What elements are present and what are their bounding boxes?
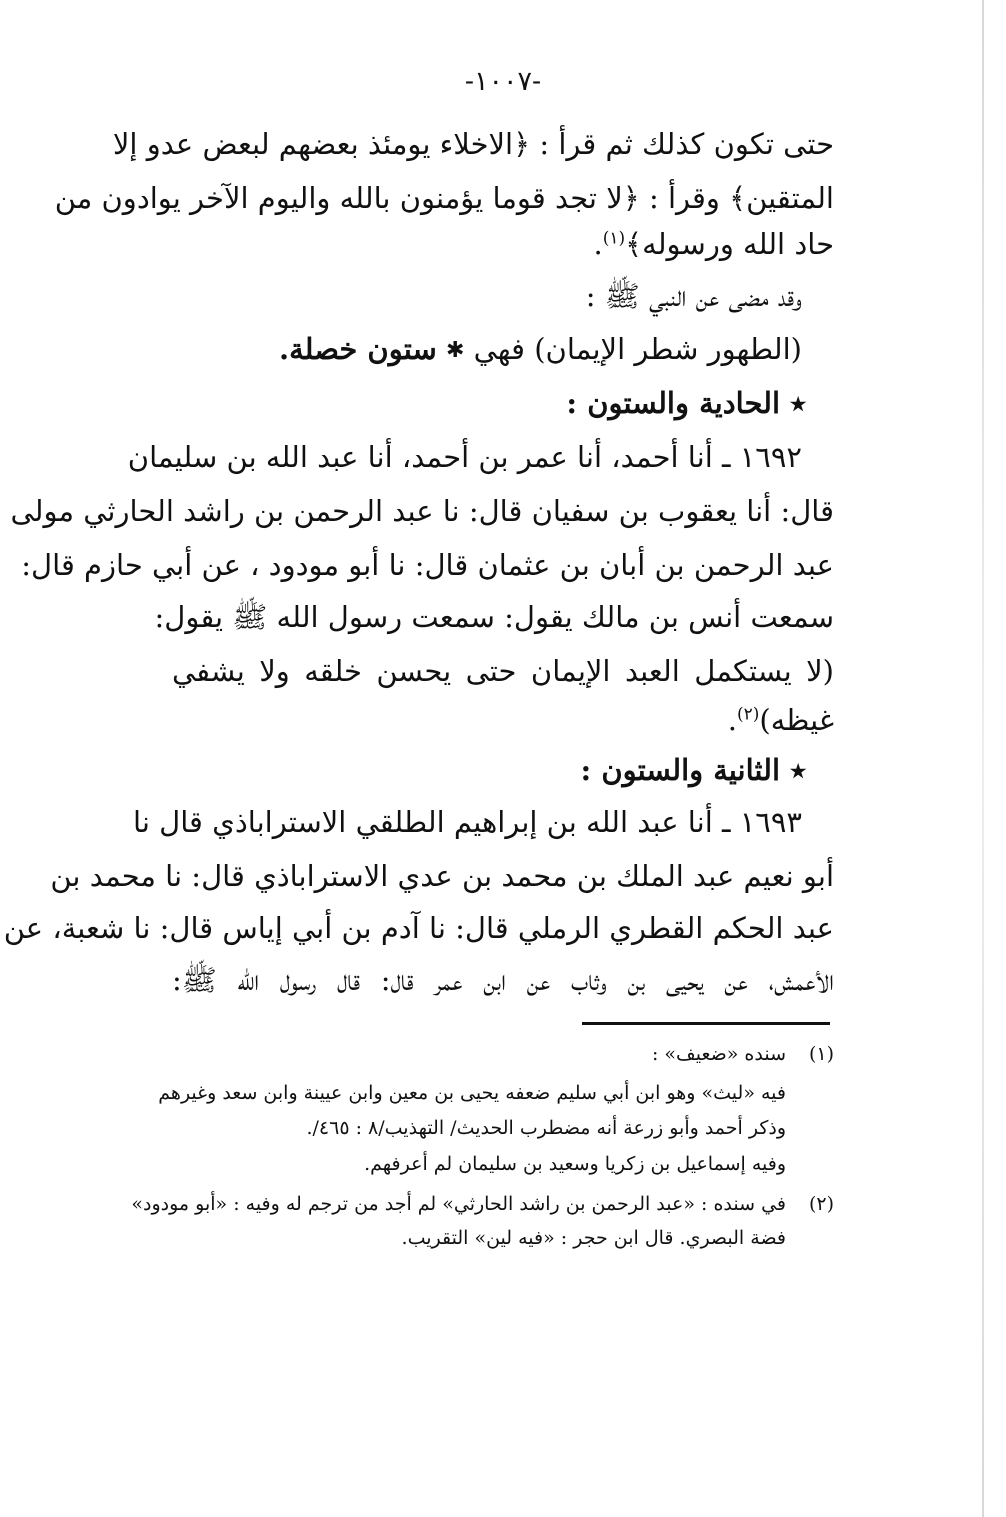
sixty-traits-phrase: ستون خصلة. bbox=[279, 332, 437, 366]
body-line-4: وقد مضى عن النبي ﷺ : bbox=[585, 279, 802, 313]
section-heading-62 bbox=[172, 750, 806, 790]
footnote-2-line-1: في سنده : «عبد الرحمن بن راشد الحارثي» لم أجد من ترجم له وفيه : «أبو مودود» bbox=[131, 1193, 786, 1215]
hadith-1693-line-4: الأعمش، عن يحيى بن وثاب عن ابن عمر قال: قال رسول الله ﷺ: bbox=[172, 963, 834, 997]
footnote-separator bbox=[582, 1022, 830, 1025]
footnote-1-line-1: سنده «ضعيف» : bbox=[651, 1043, 786, 1065]
hadith-1692-line-5: (لا يستكمل العبد الإيمان حتى يحسن خلقه ولا يشفي bbox=[172, 654, 834, 688]
footnote-1-line-2: فيه «ليث» وهو ابن أبي سليم ضعفه يحيى بن معين وابن عيينة وابن سعد وغيرهم bbox=[158, 1082, 786, 1104]
body-line-1: حتى تكون كذلك ثم قرأ : ﴿الاخلاء يومئذ بعضهم لبعض عدو إلا bbox=[112, 127, 834, 161]
hadith-1693-line-3: عبد الحكم القطري الرملي قال: نا آدم بن أبي إياس قال: نا شعبة، عن bbox=[3, 911, 834, 945]
hadith-1692-line-6 bbox=[172, 700, 834, 740]
body-line-2: المتقين﴾ وقرأ : ﴿لا تجد قوما يؤمنون بالله واليوم الآخر يوادون من bbox=[54, 181, 834, 215]
footnote-1-line-4: وفيه إسماعيل بن زكريا وسعيد بن سليمان لم أعرفهم. bbox=[364, 1153, 786, 1175]
page-number: -١٠٠٧- bbox=[464, 66, 542, 97]
section-heading-61 bbox=[172, 383, 806, 423]
hadith-1692-line-4: سمعت أنس بن مالك يقول: سمعت رسول الله ﷺ يقول: bbox=[154, 600, 834, 634]
scan-edge-shadow bbox=[982, 0, 984, 1517]
star-icon: ✱ bbox=[445, 338, 465, 363]
body-line-3-text: حاد الله ورسوله﴾ bbox=[625, 227, 834, 261]
footnote-2-line-2: فضة البصري. قال ابن حجر : «فيه لين» التقريب. bbox=[401, 1227, 786, 1249]
hadith-1692-line-2: قال: أنا يعقوب بن سفيان قال: نا عبد الرحمن بن راشد الحارثي مولى bbox=[10, 494, 834, 528]
footnote-ref-2: (٢) bbox=[737, 704, 760, 725]
section-heading-62-text: الثانية والستون : bbox=[580, 753, 781, 787]
section-heading-61-text: الحادية والستون : bbox=[566, 386, 781, 420]
footnote-2-number: (٢) bbox=[808, 1193, 834, 1215]
footnote-ref-1: (١) bbox=[602, 228, 626, 249]
body-line-3-period: . bbox=[593, 227, 603, 261]
bullet-icon: ٭ bbox=[790, 753, 806, 787]
hadith-quote-tahur: (الطهور شطر الإيمان) فهي bbox=[473, 332, 802, 366]
footnote-1-line-3: وذكر أحمد وأبو زرعة أنه مضطرب الحديث/ التهذيب/٨ : ٤٦٥/. bbox=[306, 1117, 786, 1139]
body-line-5 bbox=[172, 329, 802, 371]
hadith-1692-line-1: ١٦٩٢ ـ أنا أحمد، أنا عمر بن أحمد، أنا عبد الله بن سليمان bbox=[127, 440, 802, 474]
hadith-1692-line-3: عبد الرحمن بن أبان بن عثمان قال: نا أبو مودود ، عن أبي حازم قال: bbox=[21, 548, 834, 582]
bullet-icon: ٭ bbox=[790, 386, 806, 420]
body-line-3 bbox=[172, 224, 834, 264]
hadith-1692-line-6-period: . bbox=[727, 703, 737, 737]
hadith-1693-line-2: أبو نعيم عبد الملك بن محمد بن عدي الاستراباذي قال: نا محمد بن bbox=[50, 859, 834, 893]
hadith-1693-line-1: ١٦٩٣ ـ أنا عبد الله بن إبراهيم الطلقي الاستراباذي قال نا bbox=[133, 805, 802, 839]
footnote-1-number: (١) bbox=[808, 1043, 834, 1065]
hadith-1692-line-6-text: غيظه) bbox=[759, 703, 834, 737]
